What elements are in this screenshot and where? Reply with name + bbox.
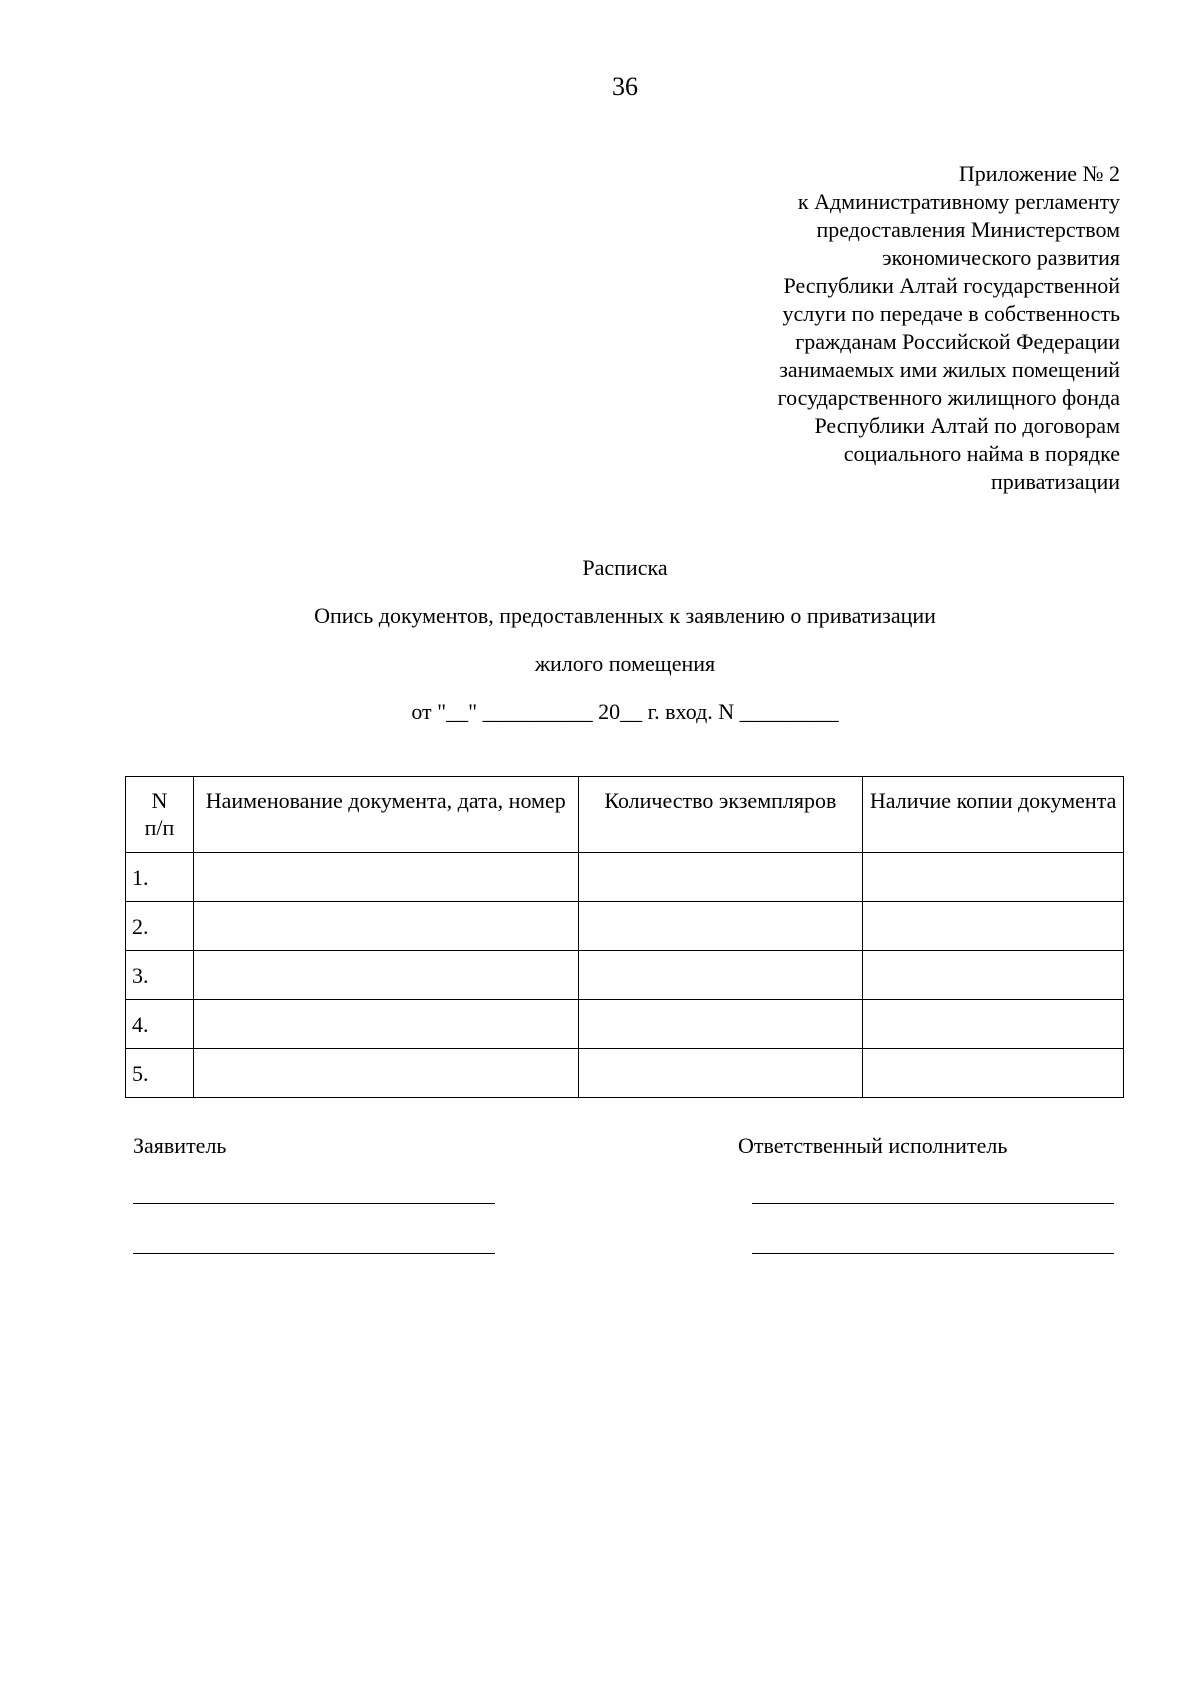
date-and-number-line: от "__" __________ 20__ г. вход. N _________ — [411, 699, 839, 724]
row-document-name[interactable] — [193, 1000, 578, 1049]
row-number: 4. — [126, 1000, 194, 1049]
appendix-line: предоставления Министерством — [816, 217, 1120, 242]
appendix-line: социального найма в порядке — [843, 441, 1120, 466]
applicant-label: Заявитель — [133, 1133, 227, 1158]
row-quantity[interactable] — [578, 951, 863, 1000]
row-number: 5. — [126, 1049, 194, 1098]
header-document-name: Наименование документа, дата, номер — [193, 777, 578, 853]
table-row — [126, 1049, 1124, 1098]
row-number: 3. — [126, 951, 194, 1000]
table-header-row — [126, 777, 1124, 853]
executor-label: Ответственный исполнитель — [738, 1133, 1008, 1158]
appendix-line: услуги по передаче в собственность — [782, 301, 1120, 326]
executor-signature-line[interactable] — [752, 1203, 1114, 1204]
row-copy-availability[interactable] — [863, 902, 1124, 951]
row-document-name[interactable] — [193, 951, 578, 1000]
appendix-line: Приложение № 2 — [958, 161, 1120, 186]
row-number: 1. — [126, 853, 194, 902]
appendix-line: государственного жилищного фонда — [777, 385, 1120, 410]
header-copy-availability: Наличие копии документа — [863, 777, 1124, 853]
row-document-name[interactable] — [193, 1049, 578, 1098]
row-quantity[interactable] — [578, 1000, 863, 1049]
document-subtitle-line-2: жилого помещения — [534, 651, 716, 676]
appendix-line: Республики Алтай по договорам — [814, 413, 1120, 438]
row-quantity[interactable] — [578, 853, 863, 902]
documents-inventory-table — [125, 776, 1124, 1098]
table-row — [126, 1000, 1124, 1049]
appendix-line: Республики Алтай государственной — [783, 273, 1120, 298]
appendix-line: приватизации — [990, 469, 1120, 494]
table-row — [126, 902, 1124, 951]
header-quantity: Количество экземпляров — [578, 777, 863, 853]
document-title: Расписка — [582, 555, 668, 580]
appendix-line: экономического развития — [882, 245, 1120, 270]
appendix-line: гражданам Российской Федерации — [795, 329, 1120, 354]
page-number: 36 — [612, 72, 638, 101]
table-row — [126, 951, 1124, 1000]
row-document-name[interactable] — [193, 902, 578, 951]
row-copy-availability[interactable] — [863, 853, 1124, 902]
row-copy-availability[interactable] — [863, 1000, 1124, 1049]
applicant-signature-line[interactable] — [133, 1203, 495, 1204]
appendix-line: к Административному регламенту — [797, 189, 1120, 214]
appendix-block — [620, 160, 1120, 496]
row-quantity[interactable] — [578, 902, 863, 951]
row-quantity[interactable] — [578, 1049, 863, 1098]
table-row — [126, 853, 1124, 902]
row-number: 2. — [126, 902, 194, 951]
appendix-line: занимаемых ими жилых помещений — [779, 357, 1120, 382]
row-copy-availability[interactable] — [863, 1049, 1124, 1098]
executor-name-line[interactable] — [752, 1253, 1114, 1254]
row-copy-availability[interactable] — [863, 951, 1124, 1000]
applicant-name-line[interactable] — [133, 1253, 495, 1254]
document-subtitle-line-1: Опись документов, предоставленных к заявлению о приватизации — [314, 603, 936, 628]
header-number: N п/п — [126, 777, 194, 853]
row-document-name[interactable] — [193, 853, 578, 902]
